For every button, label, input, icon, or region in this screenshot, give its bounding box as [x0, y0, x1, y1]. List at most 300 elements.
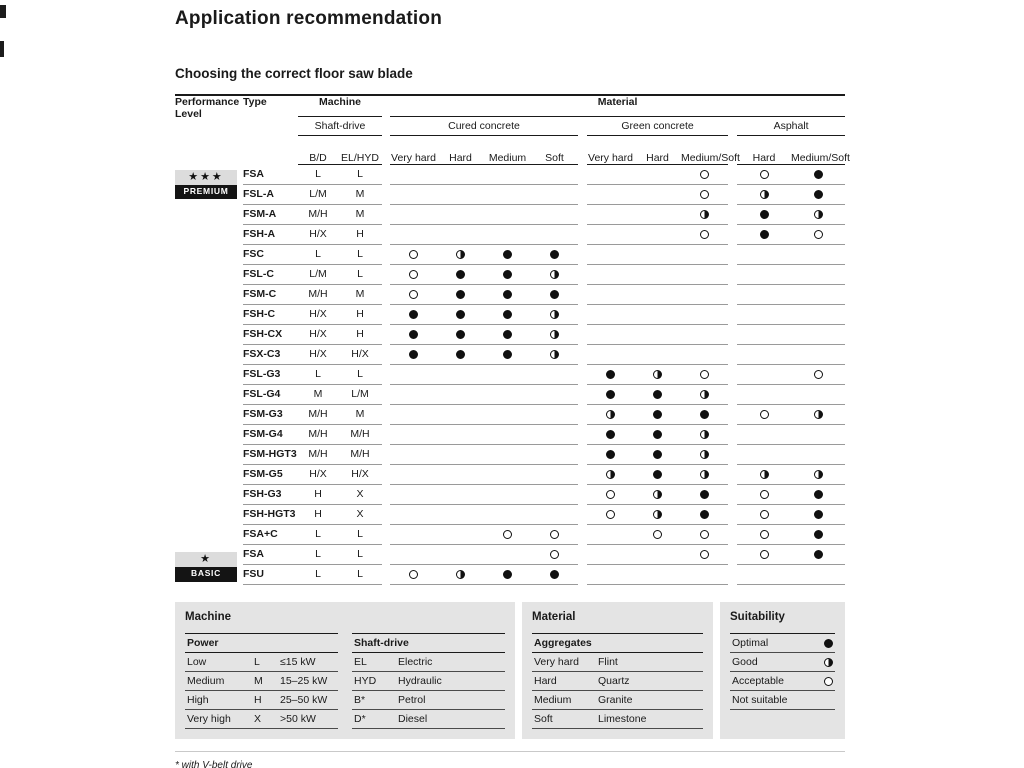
blade-type: FSM-G5 [243, 465, 298, 485]
aggregate-hardness: Medium [534, 694, 572, 706]
suitability-good-icon [456, 250, 465, 259]
suitability-cell-cured-0 [390, 545, 437, 565]
machine-bd-value: M/H [298, 445, 338, 465]
suitability-cell-cured-3 [531, 485, 578, 505]
suitability-cell-asphalt-1 [791, 345, 845, 365]
column-gap [578, 205, 587, 225]
suitability-cell-asphalt-0 [737, 245, 791, 265]
suitability-cell-asphalt-1 [791, 445, 845, 465]
suitability-cell-asphalt-1 [791, 505, 845, 525]
suitability-good-icon [550, 270, 559, 279]
machine-bd-value: M/H [298, 425, 338, 445]
power-label: Very high [187, 713, 231, 725]
footnote: * with V-belt drive [175, 760, 253, 768]
suitability-cell-green-2 [681, 225, 728, 245]
power-row [185, 710, 338, 729]
suitability-cell-green-2 [681, 425, 728, 445]
table-row-fsu [175, 565, 845, 585]
column-gap [382, 505, 390, 525]
power-row [185, 672, 338, 691]
shaft-drive-row [352, 653, 505, 672]
suitability-cell-green-0 [587, 525, 634, 545]
suitability-optimal-icon [606, 430, 615, 439]
suitability-optimal-icon [456, 290, 465, 299]
column-gap [382, 525, 390, 545]
suitability-cell-green-0 [587, 305, 634, 325]
suitability-cell-green-0 [587, 445, 634, 465]
suitability-optimal-icon [503, 570, 512, 579]
machine-elhyd-value: M [338, 405, 382, 425]
machine-bd-value: L [298, 365, 338, 385]
column-gap [728, 245, 737, 265]
machine-bd-value: M [298, 385, 338, 405]
suitability-cell-cured-0 [390, 425, 437, 445]
table-row-fsh-hgt3 [175, 505, 845, 525]
suitability-cell-asphalt-0 [737, 265, 791, 285]
suitability-acceptable-icon [409, 250, 418, 259]
suitability-cell-green-2 [681, 325, 728, 345]
suitability-good-icon [814, 410, 823, 419]
suitability-good-icon [700, 470, 709, 479]
suitability-cell-asphalt-1 [791, 405, 845, 425]
blade-type: FSL-G4 [243, 385, 298, 405]
legend-machine-title: Machine [185, 611, 232, 623]
aggregate-type: Granite [598, 694, 633, 706]
column-gap [578, 405, 587, 425]
suitability-cell-cured-0 [390, 565, 437, 585]
suitability-good-icon [653, 370, 662, 379]
suitability-cell-cured-0 [390, 245, 437, 265]
column-gap [728, 465, 737, 485]
shaft-drive-value: Hydraulic [398, 675, 442, 687]
section-subtitle: Choosing the correct floor saw blade [175, 66, 413, 81]
machine-bd-value: H/X [298, 345, 338, 365]
suitability-cell-cured-1 [437, 385, 484, 405]
column-gap [578, 325, 587, 345]
suitability-cell-cured-0 [390, 445, 437, 465]
table-row-fsm-a [175, 205, 845, 225]
suitability-cell-cured-1 [437, 185, 484, 205]
column-gap [382, 205, 390, 225]
performance-badge-cell [175, 545, 243, 585]
suitability-cell-green-0 [587, 205, 634, 225]
machine-bd-value: L [298, 545, 338, 565]
suitability-acceptable-icon [700, 550, 709, 559]
suitability-optimal-icon [760, 210, 769, 219]
machine-elhyd-value: L [338, 165, 382, 185]
suitability-cell-cured-2 [484, 205, 531, 225]
suitability-cell-cured-3 [531, 465, 578, 485]
column-gap [728, 565, 737, 585]
suitability-cell-cured-1 [437, 285, 484, 305]
performance-level-label: BASIC [175, 567, 237, 582]
suitability-cell-green-1 [634, 545, 681, 565]
suitability-cell-green-1 [634, 505, 681, 525]
suitability-cell-cured-1 [437, 525, 484, 545]
suitability-cell-green-0 [587, 485, 634, 505]
suitability-cell-green-1 [634, 285, 681, 305]
suitability-cell-green-1 [634, 185, 681, 205]
aggregates-row [532, 691, 703, 710]
col-header-bd: B/D [298, 136, 338, 165]
suitability-cell-green-2 [681, 545, 728, 565]
aggregates-rows [532, 653, 703, 729]
blade-type: FSM-G4 [243, 425, 298, 445]
col-header-cured-soft: Soft [531, 136, 578, 165]
column-gap [578, 565, 587, 585]
suitability-cell-cured-0 [390, 385, 437, 405]
suitability-cell-green-2 [681, 185, 728, 205]
suitability-good-icon [653, 490, 662, 499]
blade-type: FSA [243, 545, 298, 565]
aggregate-hardness: Very hard [534, 656, 579, 668]
legend-shaft-drive-table [352, 633, 505, 729]
suitability-cell-asphalt-0 [737, 445, 791, 465]
suitability-acceptable-icon [606, 510, 615, 519]
suitability-good-icon [700, 210, 709, 219]
suitability-optimal-icon [606, 390, 615, 399]
table-row-fsh-c [175, 305, 845, 325]
suitability-cell-cured-1 [437, 485, 484, 505]
suitability-acceptable-icon [700, 170, 709, 179]
column-gap [382, 117, 390, 136]
suitability-acceptable-icon [409, 270, 418, 279]
column-gap [382, 136, 390, 165]
table-row-fsa+c [175, 525, 845, 545]
suitability-good-icon [814, 210, 823, 219]
suitability-cell-cured-1 [437, 305, 484, 325]
suitability-optimal-icon [503, 290, 512, 299]
legend-material-panel [522, 602, 713, 739]
suitability-cell-asphalt-0 [737, 405, 791, 425]
machine-elhyd-value: H/X [338, 345, 382, 365]
suitability-cell-cured-2 [484, 425, 531, 445]
column-gap [728, 225, 737, 245]
suitability-cell-green-1 [634, 345, 681, 365]
suitability-cell-asphalt-0 [737, 565, 791, 585]
suitability-optimal-icon [653, 450, 662, 459]
suitability-cell-cured-0 [390, 305, 437, 325]
machine-elhyd-value: X [338, 505, 382, 525]
suitability-cell-cured-0 [390, 265, 437, 285]
scan-artifact-top [0, 5, 6, 18]
suitability-cell-green-2 [681, 505, 728, 525]
shaft-drive-code: EL [354, 656, 367, 668]
legend-aggregates-table [532, 633, 703, 729]
blade-type: FSA [243, 165, 298, 185]
column-gap [578, 445, 587, 465]
column-gap [382, 345, 390, 365]
aggregate-hardness: Hard [534, 675, 557, 687]
blade-type: FSH-A [243, 225, 298, 245]
column-gap [382, 485, 390, 505]
suitability-acceptable-icon [550, 530, 559, 539]
column-gap [382, 165, 390, 185]
suitability-good-icon [606, 470, 615, 479]
suitability-cell-asphalt-1 [791, 205, 845, 225]
machine-bd-value: H/X [298, 305, 338, 325]
suitability-acceptable-icon [409, 290, 418, 299]
column-gap [728, 445, 737, 465]
shaft-drive-row [352, 710, 505, 729]
suitability-cell-asphalt-1 [791, 185, 845, 205]
shaft-drive-row [352, 691, 505, 710]
machine-bd-value: H/X [298, 225, 338, 245]
machine-bd-value: L/M [298, 265, 338, 285]
power-code: M [254, 675, 263, 687]
column-gap [578, 245, 587, 265]
suitability-cell-green-1 [634, 305, 681, 325]
suitability-rows [730, 633, 835, 710]
suitability-good-icon [760, 470, 769, 479]
suitability-cell-cured-0 [390, 405, 437, 425]
suitability-acceptable-icon [700, 190, 709, 199]
suitability-optimal-icon [503, 330, 512, 339]
suitability-cell-cured-3 [531, 405, 578, 425]
column-gap [728, 425, 737, 445]
suitability-acceptable-icon [814, 370, 823, 379]
suitability-cell-green-0 [587, 325, 634, 345]
suitability-cell-asphalt-1 [791, 285, 845, 305]
machine-bd-value: L [298, 165, 338, 185]
suitability-label: Optimal [732, 637, 769, 649]
blade-recommendation-table [175, 94, 850, 585]
column-gap [382, 565, 390, 585]
column-gap [578, 285, 587, 305]
column-gap [382, 385, 390, 405]
suitability-optimal-icon [409, 350, 418, 359]
power-label: Low [187, 656, 207, 668]
blade-type: FSX-C3 [243, 345, 298, 365]
suitability-acceptable-icon [760, 550, 769, 559]
column-gap [728, 165, 737, 185]
column-gap [578, 525, 587, 545]
column-gap [728, 345, 737, 365]
suitability-cell-green-2 [681, 265, 728, 285]
suitability-cell-green-0 [587, 565, 634, 585]
suitability-cell-green-0 [587, 465, 634, 485]
column-gap [728, 325, 737, 345]
blade-type: FSH-HGT3 [243, 505, 298, 525]
suitability-optimal-icon [456, 270, 465, 279]
suitability-cell-cured-2 [484, 345, 531, 365]
suitability-cell-cured-0 [390, 365, 437, 385]
suitability-cell-asphalt-1 [791, 365, 845, 385]
suitability-cell-asphalt-0 [737, 225, 791, 245]
suitability-cell-cured-0 [390, 185, 437, 205]
suitability-good-icon [550, 330, 559, 339]
table-row-fsh-a [175, 225, 845, 245]
column-gap [578, 485, 587, 505]
performance-badge-cell [175, 165, 243, 545]
aggregate-type: Flint [598, 656, 618, 668]
performance-badge-basic [175, 552, 237, 582]
suitability-cell-green-1 [634, 245, 681, 265]
blade-type: FSL-C [243, 265, 298, 285]
machine-elhyd-value: H [338, 225, 382, 245]
suitability-cell-cured-2 [484, 265, 531, 285]
suitability-cell-cured-3 [531, 505, 578, 525]
col-header-shaft-drive: Shaft-drive [298, 117, 382, 136]
suitability-legend-row [730, 672, 835, 691]
suitability-cell-green-2 [681, 465, 728, 485]
suitability-cell-cured-0 [390, 345, 437, 365]
suitability-cell-asphalt-0 [737, 485, 791, 505]
aggregate-type: Limestone [598, 713, 647, 725]
suitability-cell-green-2 [681, 345, 728, 365]
machine-elhyd-value: M [338, 205, 382, 225]
suitability-cell-green-0 [587, 265, 634, 285]
suitability-legend-row [730, 691, 835, 710]
suitability-optimal-icon [550, 290, 559, 299]
suitability-cell-asphalt-0 [737, 425, 791, 445]
machine-elhyd-value: M [338, 185, 382, 205]
power-label: High [187, 694, 209, 706]
suitability-cell-green-2 [681, 205, 728, 225]
column-gap [578, 545, 587, 565]
table-row-fsx-c3 [175, 345, 845, 365]
suitability-optimal-icon [503, 250, 512, 259]
shaft-drive-code: HYD [354, 675, 377, 687]
suitability-optimal-icon [456, 310, 465, 319]
suitability-cell-green-1 [634, 325, 681, 345]
suitability-cell-cured-3 [531, 445, 578, 465]
suitability-cell-cured-3 [531, 545, 578, 565]
aggregates-row [532, 653, 703, 672]
suitability-cell-asphalt-1 [791, 545, 845, 565]
suitability-optimal-icon [503, 270, 512, 279]
suitability-cell-cured-1 [437, 545, 484, 565]
table-row-fsl-c [175, 265, 845, 285]
column-gap [382, 225, 390, 245]
suitability-cell-green-0 [587, 425, 634, 445]
column-gap [578, 305, 587, 325]
aggregates-row [532, 672, 703, 691]
suitability-optimal-icon [814, 550, 823, 559]
suitability-good-icon [760, 190, 769, 199]
suitability-acceptable-icon [409, 570, 418, 579]
suitability-good-icon [550, 310, 559, 319]
aggregates-row [532, 710, 703, 729]
power-value: >50 kW [280, 713, 316, 725]
table-row-fsm-g4 [175, 425, 845, 445]
machine-elhyd-value: H [338, 305, 382, 325]
suitability-cell-green-1 [634, 525, 681, 545]
suitability-good-icon [700, 390, 709, 399]
col-header-green-very-hard: Very hard [587, 136, 634, 165]
col-header-cured-concrete: Cured concrete [390, 117, 578, 136]
suitability-cell-asphalt-0 [737, 205, 791, 225]
suitability-cell-cured-0 [390, 505, 437, 525]
machine-bd-value: H [298, 505, 338, 525]
col-header-type: Type [243, 95, 298, 165]
suitability-cell-asphalt-1 [791, 485, 845, 505]
suitability-cell-cured-2 [484, 305, 531, 325]
suitability-cell-asphalt-0 [737, 305, 791, 325]
suitability-cell-cured-2 [484, 185, 531, 205]
column-gap [382, 425, 390, 445]
suitability-cell-asphalt-0 [737, 185, 791, 205]
suitability-cell-green-2 [681, 405, 728, 425]
column-gap [382, 325, 390, 345]
table-row-fsh-g3 [175, 485, 845, 505]
suitability-cell-cured-0 [390, 465, 437, 485]
suitability-acceptable-icon [700, 530, 709, 539]
machine-bd-value: L [298, 565, 338, 585]
suitability-cell-green-1 [634, 165, 681, 185]
column-gap [382, 245, 390, 265]
suitability-cell-cured-2 [484, 485, 531, 505]
suitability-cell-cured-1 [437, 245, 484, 265]
suitability-cell-asphalt-1 [791, 565, 845, 585]
column-gap [382, 545, 390, 565]
suitability-optimal-icon [760, 230, 769, 239]
suitability-good-icon [824, 658, 833, 667]
suitability-optimal-icon [814, 490, 823, 499]
suitability-legend-row [730, 633, 835, 653]
suitability-label: Acceptable [732, 675, 784, 687]
legend-power-table [185, 633, 338, 729]
suitability-cell-green-2 [681, 385, 728, 405]
suitability-cell-green-0 [587, 385, 634, 405]
machine-elhyd-value: M/H [338, 445, 382, 465]
suitability-cell-cured-1 [437, 225, 484, 245]
aggregate-type: Quartz [598, 675, 630, 687]
table-row-fsm-g5 [175, 465, 845, 485]
legend-power-header: Power [185, 633, 338, 653]
suitability-acceptable-icon [503, 530, 512, 539]
suitability-good-icon [814, 470, 823, 479]
column-gap [578, 165, 587, 185]
suitability-label: Good [732, 656, 758, 668]
suitability-cell-green-2 [681, 445, 728, 465]
page-title: Application recommendation [175, 8, 443, 29]
suitability-optimal-icon [653, 410, 662, 419]
suitability-optimal-icon [456, 330, 465, 339]
suitability-cell-cured-1 [437, 265, 484, 285]
suitability-acceptable-icon [550, 550, 559, 559]
suitability-cell-cured-0 [390, 165, 437, 185]
suitability-optimal-icon [700, 410, 709, 419]
suitability-cell-green-2 [681, 305, 728, 325]
performance-badge-premium [175, 170, 237, 200]
col-header-elhyd: EL/HYD [338, 136, 382, 165]
suitability-optimal-icon [503, 310, 512, 319]
suitability-optimal-icon [550, 570, 559, 579]
power-code: H [254, 694, 262, 706]
column-gap [578, 185, 587, 205]
machine-bd-value: H/X [298, 465, 338, 485]
suitability-cell-green-1 [634, 205, 681, 225]
suitability-label: Not suitable [732, 694, 788, 706]
suitability-cell-green-0 [587, 365, 634, 385]
suitability-optimal-icon [824, 639, 833, 648]
machine-elhyd-value: L [338, 525, 382, 545]
suitability-cell-green-1 [634, 445, 681, 465]
suitability-cell-cured-1 [437, 445, 484, 465]
column-gap [728, 485, 737, 505]
suitability-acceptable-icon [653, 530, 662, 539]
machine-elhyd-value: H [338, 325, 382, 345]
legend-shaft-drive-header: Shaft-drive [352, 633, 505, 653]
suitability-cell-asphalt-0 [737, 365, 791, 385]
page-content [175, 0, 850, 768]
blade-type: FSC [243, 245, 298, 265]
power-row [185, 653, 338, 672]
suitability-cell-cured-3 [531, 525, 578, 545]
column-gap [728, 405, 737, 425]
suitability-cell-cured-3 [531, 185, 578, 205]
